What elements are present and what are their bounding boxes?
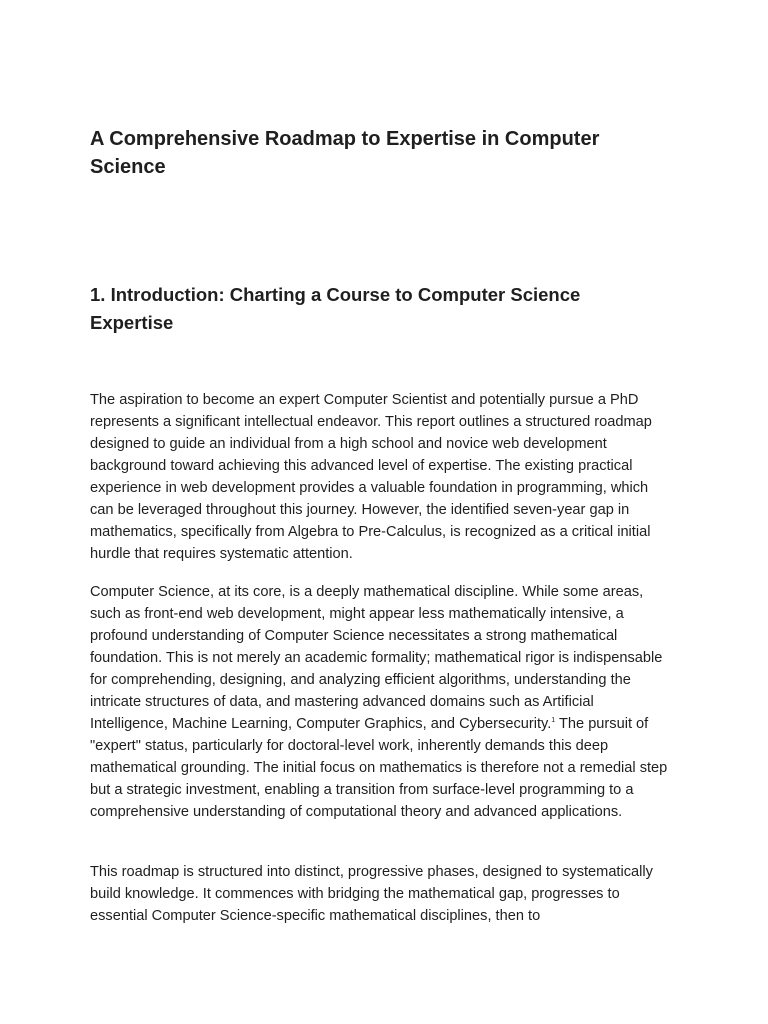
paragraph-2-text-start: Computer Science, at its core, is a deeply mathematical discipline. While some areas, such as front-end web development, might appear less mathematically intensive, a profound understanding of Computer Science necessitates a strong mathematical foundation. This is not merely an academic formality; mathematical rigor is indispensable for comprehending, designing, and analyzing efficient algorithms, understanding the intricate structures of data, and mastering advanced domains such as Artificial Intelligence, Machine Learning, Computer Graphics, and Cybersecurity.: [90, 584, 663, 732]
footnote-reference[interactable]: 1: [551, 717, 556, 725]
paragraph-2-text-end: The pursuit of "expert" status, particularly for doctoral-level work, inherently demands this deep mathematical grounding. The initial focus on mathematics is therefore not a remedial step but a strategic investment, enabling a transition from surface-level programming to a comprehensive understanding of computational theory and advanced applications.: [90, 716, 668, 820]
document-title: A Comprehensive Roadmap to Expertise in Computer Science: [90, 128, 600, 178]
paragraph-1: The aspiration to become an expert Computer Scientist and potentially pursue a PhD represents a significant intellectual endeavor. This report outlines a structured roadmap designed to guide an individual from a high school and novice web development background toward achieving this advanced level of expertise. The existing practical experience in web development provides a valuable foundation in programming, which can be leveraged throughout this journey. However, the identified seven-year gap in mathematics, specifically from Algebra to Pre-Calculus, is recognized as a critical initial hurdle that requires systematic attention.: [90, 392, 652, 562]
section-heading-introduction: 1. Introduction: Charting a Course to Computer Science Expertise: [90, 284, 581, 333]
paragraph-3: This roadmap is structured into distinct, progressive phases, designed to systematically build knowledge. It commences with bridging the mathematical gap, progresses to essential Computer Science-specific mathematical disciplines, then to: [90, 864, 653, 924]
paragraph-2: [90, 581, 675, 823]
